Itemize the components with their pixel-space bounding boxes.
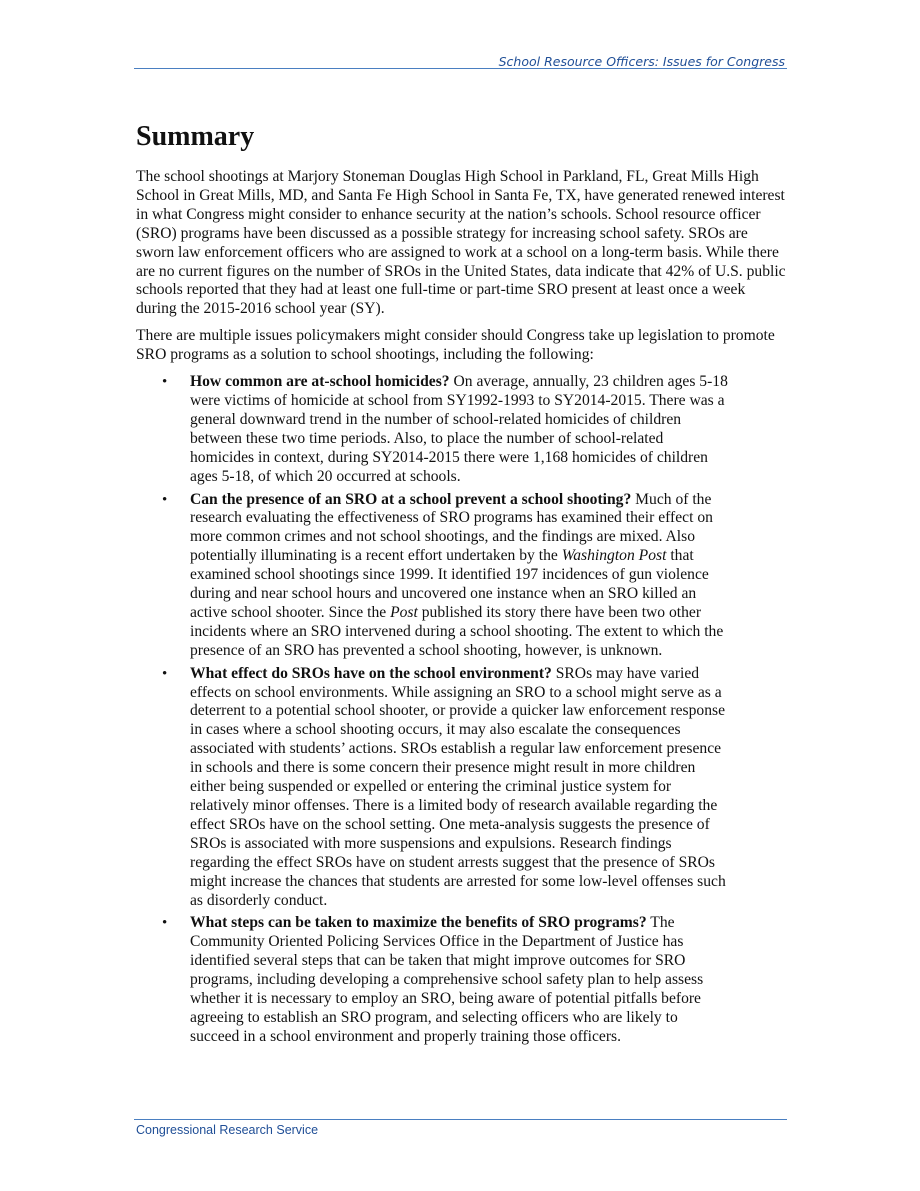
issue-text-part: published its story there have been two other incidents where an SRO intervened during a school shooting. The extent to which the presence of an SRO has prevented a school shooting, however, is unknown. xyxy=(190,603,724,659)
issue-text: SROs may have varied effects on school environments. While assigning an SRO to a school might serve as a deterrent to a potential school shooter, or provide a quicker law enforcement response in cases where a school shooting occurs, it may also escalate the consequences associated with students’ actions. SROs establish a regular law enforcement presence in schools and there is some concern their presence might result in more children either being suspended or expelled or entering the criminal justice system for relatively minor offenses. There is a limited body of research available regarding the effect SROs have on the school setting. One meta-analysis suggests the presence of SROs is associated with more suspensions and expulsions. Research findings regarding the effect SROs have on student arrests suggest that the presence of SROs might increase the chances that students are arrested for some low-level offenses such as disorderly conduct. xyxy=(190,664,726,909)
issues-list xyxy=(136,373,786,1047)
issue-item-environment xyxy=(136,665,786,911)
summary-body xyxy=(136,168,786,1051)
issue-text: The Community Oriented Policing Services Office in the Department of Justice has identified several steps that can be taken that might improve outcomes for SRO programs, including developing a comprehensive school safety plan to help assess whether it is necessary to employ an SRO, being aware of potential pitfalls before agreeing to establish an SRO program, and selecting officers who are likely to succeed in a school environment and properly training those officers. xyxy=(190,914,704,1045)
issues-lead-paragraph: There are multiple issues policymakers might consider should Congress take up legislation to promote SRO programs as a solution to school shootings, including the following: xyxy=(136,327,775,364)
footer-organization: Congressional Research Service xyxy=(136,1123,319,1137)
issue-item-homicides xyxy=(136,373,786,486)
page-title: Summary xyxy=(136,121,255,152)
issue-item-prevention xyxy=(136,491,786,661)
issue-question: What steps can be taken to maximize the benefits of SRO programs? xyxy=(190,914,647,932)
issue-item-benefits xyxy=(136,914,786,1046)
issue-question: How common are at-school homicides? xyxy=(190,373,450,391)
issue-question: What effect do SROs have on the school environment? xyxy=(190,664,552,682)
bullet-icon: • xyxy=(162,665,168,682)
intro-paragraph: The school shootings at Marjory Stoneman Douglas High School in Parkland, FL, Great Mills High School in Great Mills, MD, and Santa Fe High School in Santa Fe, TX, have generated renewed interest in what Congress might consider to enhance security at the nation’s schools. School resource officer (SRO) programs have been discussed as a possible strategy for increasing school safety. SROs are sworn law enforcement officers who are assigned to work at a school on a long-term basis. While there are no current figures on the number of SROs in the United States, data indicate that 42% of U.S. public schools reported that they had at least one full-time or part-time SRO present at least once a week during the 2015-2016 school year (SY). xyxy=(136,168,786,318)
bullet-icon: • xyxy=(162,374,168,391)
bullet-icon: • xyxy=(162,915,168,932)
bullet-icon: • xyxy=(162,491,168,508)
issue-text-part: that examined school shootings since 1999. It identified 197 incidences of gun violence during and near school hours and uncovered one instance when an SRO killed an active school shooter. Since the xyxy=(190,547,709,621)
publication-name: Post xyxy=(390,603,418,621)
running-header: School Resource Officers: Issues for Congress xyxy=(498,54,785,69)
issue-question: Can the presence of an SRO at a school prevent a school shooting? xyxy=(190,490,632,508)
issue-text: On average, annually, 23 children ages 5-18 were victims of homicide at school from SY1992-1993 to SY2014-2015. There was a general downward trend in the number of school-related homicides of children between these two time periods. Also, to place the number of school-related homicides in context, during SY2014-2015 there were 1,168 homicides of children ages 5-18, of which 20 occurred at schools. xyxy=(190,373,728,485)
header-rule xyxy=(134,68,787,69)
footer-rule xyxy=(134,1119,787,1120)
publication-name: Washington Post xyxy=(561,547,667,565)
issue-text-part: Much of the research evaluating the effectiveness of SRO programs has examined their effect on more common crimes and not school shootings, and the findings are mixed. Also potentially illuminating is a recent effort undertaken by the xyxy=(190,490,713,565)
